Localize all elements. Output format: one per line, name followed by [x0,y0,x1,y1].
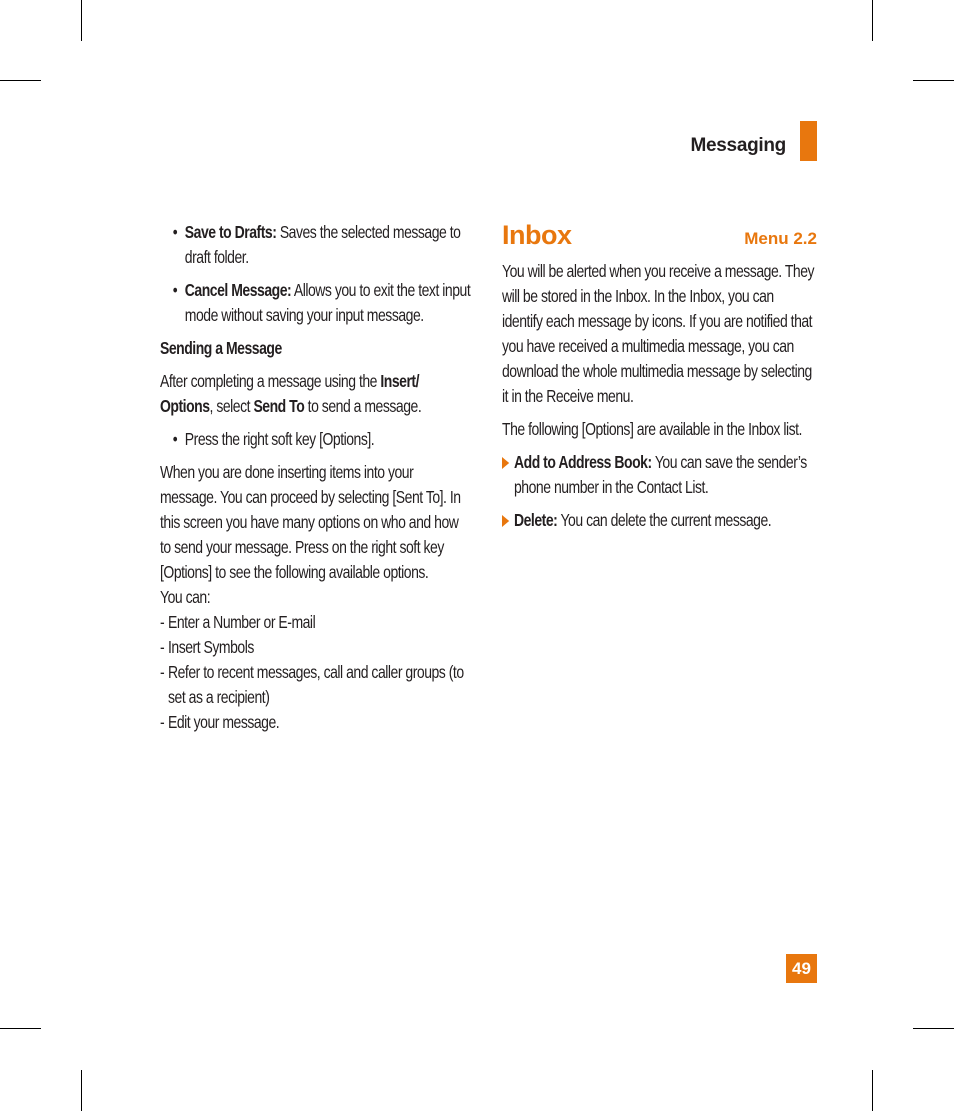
list-item-text: Edit your message. [168,712,280,732]
bullet-press-key [160,427,472,452]
menu-reference: Menu 2.2 [744,229,817,248]
bullet-save-to-drafts [160,220,472,270]
bullet-cancel-message [160,278,472,328]
dash-marker: - [160,612,165,632]
text-run: , select [209,396,254,416]
left-column [160,220,472,735]
term: Insert/ Options [160,371,420,416]
list-item [160,710,472,735]
crop-mark [0,80,41,81]
term: Delete: [514,510,558,530]
section-title: Messaging [690,135,786,156]
paragraph: When you are done inserting items into your message. You can proceed by selecting [Sent To]. In this screen you have many options on who and how to send your message. Press on the right soft key [Options] to see the following available options. [160,462,461,582]
term: Save to Drafts: [184,222,277,242]
crop-mark [81,1070,82,1111]
crop-mark [872,1070,873,1111]
option-delete [502,508,817,533]
crop-mark [913,1028,954,1029]
dash-marker: - [160,712,165,732]
text-run: to send a message. [304,396,422,416]
bullet-dot: • [172,222,178,242]
list-item [160,635,472,660]
crop-mark [913,80,954,81]
crop-mark [872,0,873,41]
list-item-text: Enter a Number or E-mail [168,612,316,632]
list-item-text: Insert Symbols [168,637,254,657]
section-tab-marker [800,121,817,161]
arrow-right-icon [502,457,509,469]
definition: Saves the selected message to draft folder. [184,222,461,267]
definition: You can delete the current message. [557,510,772,530]
list-item [160,610,472,635]
term: Send To [253,396,305,416]
dash-marker: - [160,662,165,682]
bullet-text: Press the right soft key [Options]. [184,429,375,449]
bullet-dot: • [172,429,178,449]
arrow-right-icon [502,515,509,527]
definition: Allows you to exit the text input mode without saving your input message. [184,280,471,325]
text-run: After completing a message using the [160,371,381,391]
paragraph: The following [Options] are available in the Inbox list. [502,419,802,439]
inbox-title: Inbox [502,220,572,250]
paragraph: You will be alerted when you receive a message. They will be stored in the Inbox. In the Inbox, you can identify each message by icons. If you are notified that you have received a multimedia message, you can download the whole multimedia message by selecting it in the Receive menu. [502,261,815,406]
list-item [160,660,472,710]
crop-mark [81,0,82,41]
list-item-text: Refer to recent messages, call and caller groups (to set as a recipient) [168,662,464,707]
term: Add to Address Book: [514,452,652,472]
crop-mark [0,1028,41,1029]
paragraph: You can: [160,587,211,607]
option-add-to-address-book [502,450,817,500]
dash-marker: - [160,637,165,657]
page-number: 49 [786,954,817,983]
right-column [502,259,817,533]
section-heading: Sending a Message [160,338,282,358]
definition: You can save the sender’s phone number in the Contact List. [514,452,807,497]
term: Cancel Message: [184,280,292,300]
paragraph [160,369,472,419]
bullet-dot: • [172,280,178,300]
